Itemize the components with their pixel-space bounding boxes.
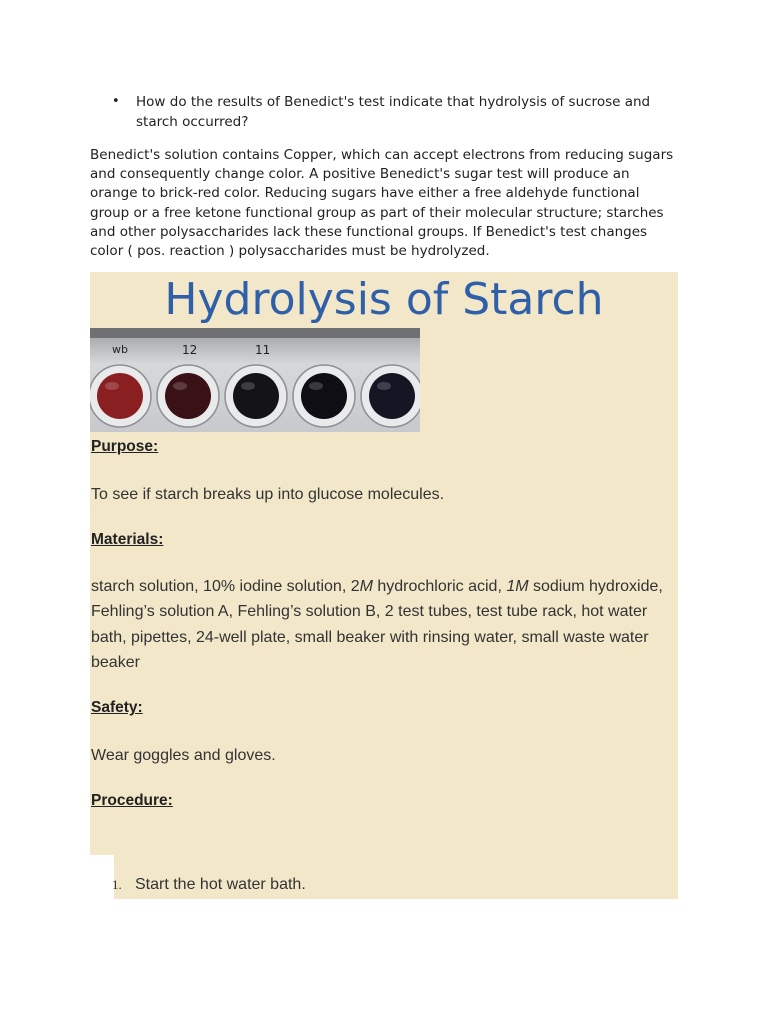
materials-part-2: hydrochloric acid, — [372, 578, 507, 595]
purpose-heading: Purpose: — [91, 438, 159, 455]
well-liquid — [233, 373, 279, 419]
panel-notch — [90, 855, 114, 899]
materials-part-3: sodium hydroxide, Fehling’s solution A, Fehling’s solution B, 2 test tubes, test tube rack, hot water bath, pipettes, 24-well plate, small beaker with rinsing water, small waste water beaker — [91, 578, 663, 671]
well-label-3: 11 — [255, 343, 271, 357]
well-highlight — [377, 382, 391, 390]
step-text: Start the hot water bath. — [135, 876, 306, 893]
procedure-heading: Procedure: — [91, 792, 173, 809]
materials-text — [91, 574, 671, 675]
bullet-marker: • — [112, 94, 120, 109]
well-liquid — [301, 373, 347, 419]
well-highlight — [105, 382, 119, 390]
procedure-step — [112, 876, 306, 894]
materials-part-1: starch solution, 10% iodine solution, 2 — [91, 578, 360, 595]
question-bullet-item — [112, 92, 672, 132]
answer-paragraph: Benedict's solution contains Copper, which can accept electrons from reducing sugars and consequently change color. A positive Benedict's sugar test will produce an orange to brick-red color. Reducing sugars have either a free aldehyde functional group or a free ketone functional group as part of their molecular structure; starches and other polysaccharides lack these functional groups. If Benedict's test changes color ( pos. reaction ) polysaccharides must be hydrolyzed. — [90, 147, 674, 260]
well-liquid — [369, 373, 415, 419]
well-liquid — [165, 373, 211, 419]
materials-molar-2: 1M — [506, 578, 529, 595]
safety-heading: Safety: — [91, 699, 143, 716]
materials-molar-1: M — [359, 578, 373, 595]
materials-heading: Materials: — [91, 531, 164, 548]
safety-text: Wear goggles and gloves. — [91, 747, 276, 764]
slide-title: Hydrolysis of Starch — [164, 274, 604, 325]
step-number: 1. — [112, 877, 122, 892]
well-plate-photo — [90, 328, 420, 432]
well-liquid — [97, 373, 143, 419]
well-highlight — [173, 382, 187, 390]
well-label-2: 12 — [182, 343, 198, 357]
question-text: How do the results of Benedict's test indicate that hydrolysis of sucrose and starch occurred? — [136, 94, 651, 130]
purpose-text: To see if starch breaks up into glucose molecules. — [91, 486, 445, 503]
well-label-1: wb — [112, 343, 128, 356]
well-highlight — [309, 382, 323, 390]
well-highlight — [241, 382, 255, 390]
wells — [90, 365, 420, 427]
